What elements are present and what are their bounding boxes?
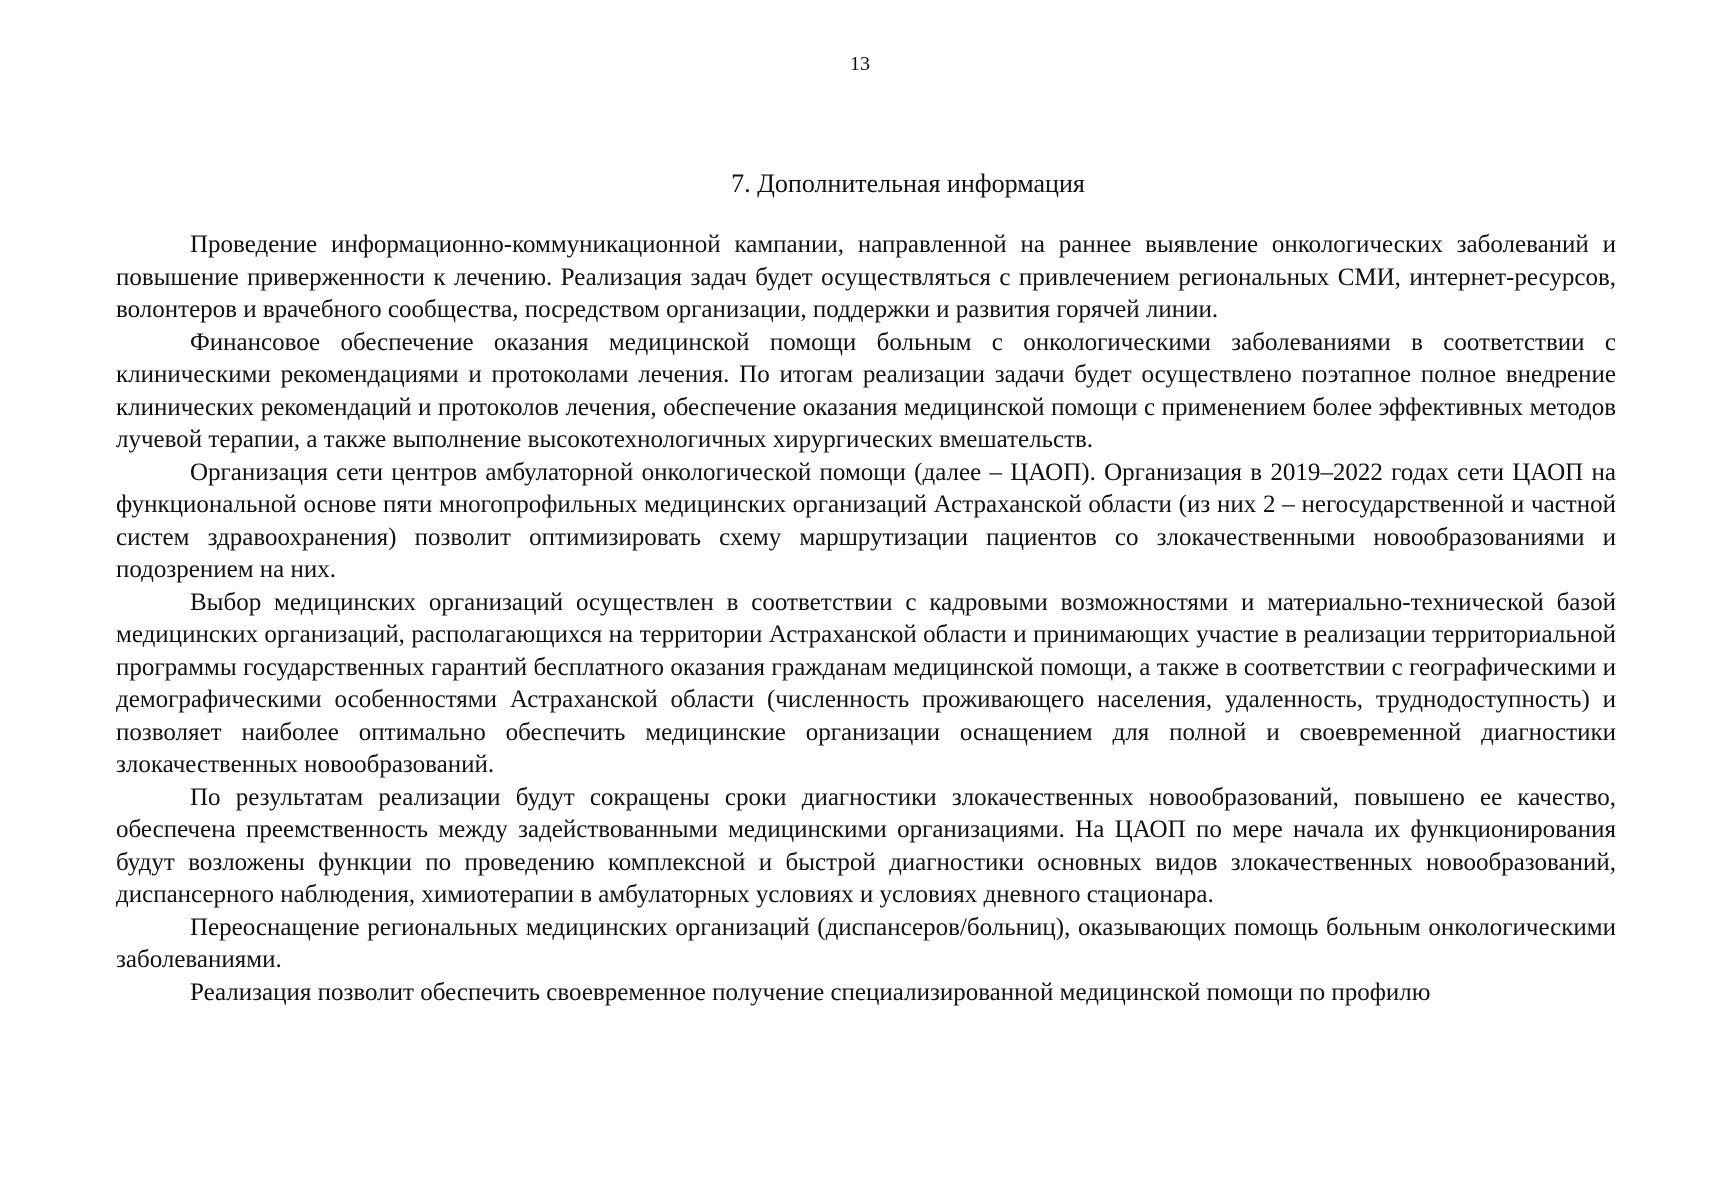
paragraph: Организация сети центров амбулаторной онкологической помощи (далее – ЦАОП). Организация в 2019–2022 годах сети ЦАОП на функциональной основе пяти многопрофильных медицинских организаций Астраханской области (из них 2 – негосударственной и частной систем здравоохранения) позволит оптимизировать схему маршрутизации пациентов со злокачественными новообразованиями и подозрением на них. [116, 458, 1616, 583]
paragraph-truncated: Реализация позволит обеспечить своевременное получение специализированной медицинской помощи по профилю [190, 978, 1431, 1006]
document-body [116, 229, 1616, 1009]
paragraph: Переоснащение региональных медицинских организаций (диспансеров/больниц), оказывающих помощь больным онкологическими заболеваниями. [116, 913, 1616, 973]
section-title: 7. Дополнительная информация [731, 169, 1085, 198]
paragraph: Проведение информационно-коммуникационной кампании, направленной на раннее выявление онкологических заболеваний и повышение приверженности к лечению. Реализация задач будет осуществляться с привлечением региональных СМИ, интернет-ресурсов, волонтеров и врачебного сообщества, посредством организации, поддержки и развития горячей линии. [116, 231, 1616, 323]
paragraph: По результатам реализации будут сокращены сроки диагностики злокачественных новообразований, повышено ее качество, обеспечена преемственность между задействованными медицинскими организациями. На ЦАОП по мере начала их функционирования будут возложены функции по проведению комплексной и быстрой диагностики основных видов злокачественных новообразований, диспансерного наблюдения, химиотерапии в амбулаторных условиях и условиях дневного стационара. [116, 783, 1616, 908]
paragraph: Выбор медицинских организаций осуществлен в соответствии с кадровыми возможностями и материально-технической базой медицинских организаций, располагающихся на территории Астраханской области и принимающих участие в реализации территориальной программы государственных гарантий бесплатного оказания гражданам медицинской помощи, а также в соответствии с географическими и демографическими особенностями Астраханской области (численность проживающего населения, удаленность, труднодоступность) и позволяет наиболее оптимально обеспечить медицинские организации оснащением для полной и своевременной диагностики злокачественных новообразований. [116, 588, 1616, 778]
paragraph: Финансовое обеспечение оказания медицинской помощи больным с онкологическими заболеваниями в соответствии с клиническими рекомендациями и протоколами лечения. По итогам реализации задачи будет осуществлено поэтапное полное внедрение клинических рекомендаций и протоколов лечения, обеспечение оказания медицинской помощи с применением более эффективных методов лучевой терапии, а также выполнение высокотехнологичных хирургических вмешательств. [116, 328, 1616, 453]
page-number: 13 [850, 53, 870, 75]
